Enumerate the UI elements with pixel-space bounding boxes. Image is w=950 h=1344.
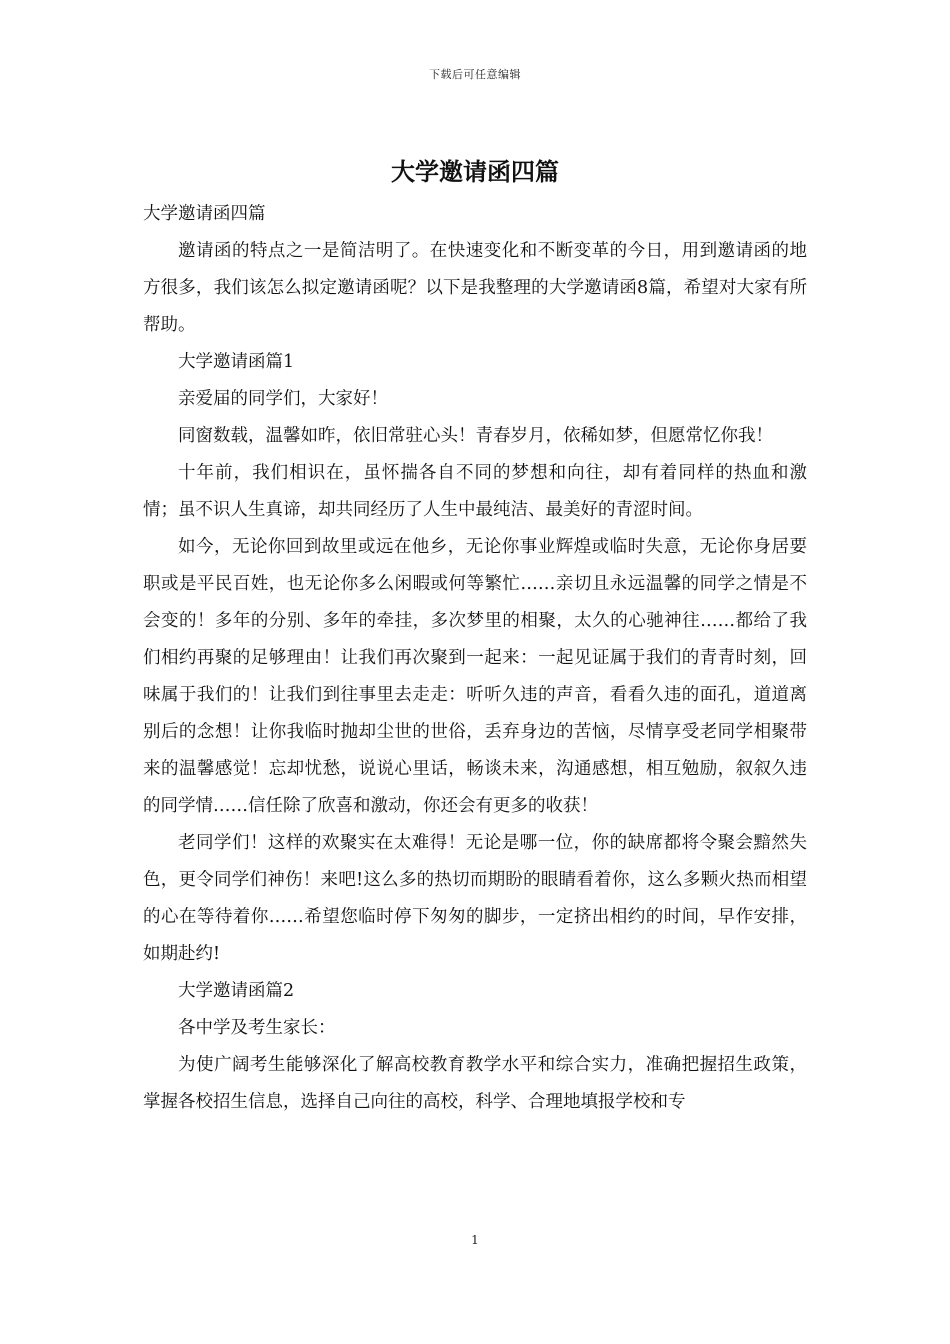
body-paragraph: 为使广阔考生能够深化了解高校教育教学水平和综合实力，准确把握招生政策，掌握各校招生信息，选择自己向往的高校，科学、合理地填报学校和专 — [143, 1055, 807, 1112]
page-number: 1 — [471, 1233, 479, 1247]
body-paragraph: 十年前，我们相识在，虽怀揣各自不同的梦想和向往，却有着同样的热血和激情；虽不识人生真谛，却共同经历了人生中最纯洁、最美好的青涩时间。 — [143, 463, 807, 520]
body-paragraph: 大学邀请函篇2 — [178, 981, 295, 1001]
body-paragraph: 各中学及考生家长： — [178, 1018, 336, 1038]
body-paragraph: 同窗数载，温馨如昨，依旧常驻心头！青春岁月，依稀如梦，但愿常忆你我！ — [178, 426, 773, 446]
body-paragraph: 大学邀请函四篇 — [143, 204, 266, 224]
body-paragraph: 如今，无论你回到故里或远在他乡，无论你事业辉煌或临时失意，无论你身居要职或是平民百姓，也无论你多么闲暇或何等繁忙……亲切且永远温馨的同学之情是不会变的！多年的分别、多年的牵挂，多次梦里的相聚，太久的心驰神往……都给了我们相约再聚的足够理由！让我们再次聚到一起来：一起见证属于我们的青青时刻，回味属于我们的！让我们到往事里去走走：听听久违的声音，看看久违的面孔，道道离别后的念想！让你我临时抛却尘世的世俗，丢弃身边的苦恼，尽情享受老同学相聚带来的温馨感觉！忘却忧愁，说说心里话，畅谈未来，沟通感想，相互勉励，叙叙久违的同学情……信任除了欣喜和激动，你还会有更多的收获！ — [143, 537, 807, 816]
document-body — [143, 196, 807, 1121]
body-paragraph: 老同学们！这样的欢聚实在太难得！无论是哪一位，你的缺席都将令聚会黯然失色，更令同学们神伤！来吧!这么多的热切而期盼的眼睛看着你，这么多颗火热而相望的心在等待着你……希望您临时停下匆匆的脚步，一定挤出相约的时间，早作安排，如期赴约! — [143, 833, 807, 964]
body-paragraph: 邀请函的特点之一是简洁明了。在快速变化和不断变革的今日，用到邀请函的地方很多，我们该怎么拟定邀请函呢？以下是我整理的大学邀请函8篇，希望对大家有所帮助。 — [143, 241, 807, 335]
body-paragraph: 大学邀请函篇1 — [178, 352, 295, 372]
body-paragraph: 亲爱届的同学们，大家好！ — [178, 389, 388, 409]
header-note: 下载后可任意编辑 — [429, 68, 521, 81]
document-title: 大学邀请函四篇 — [391, 157, 559, 186]
